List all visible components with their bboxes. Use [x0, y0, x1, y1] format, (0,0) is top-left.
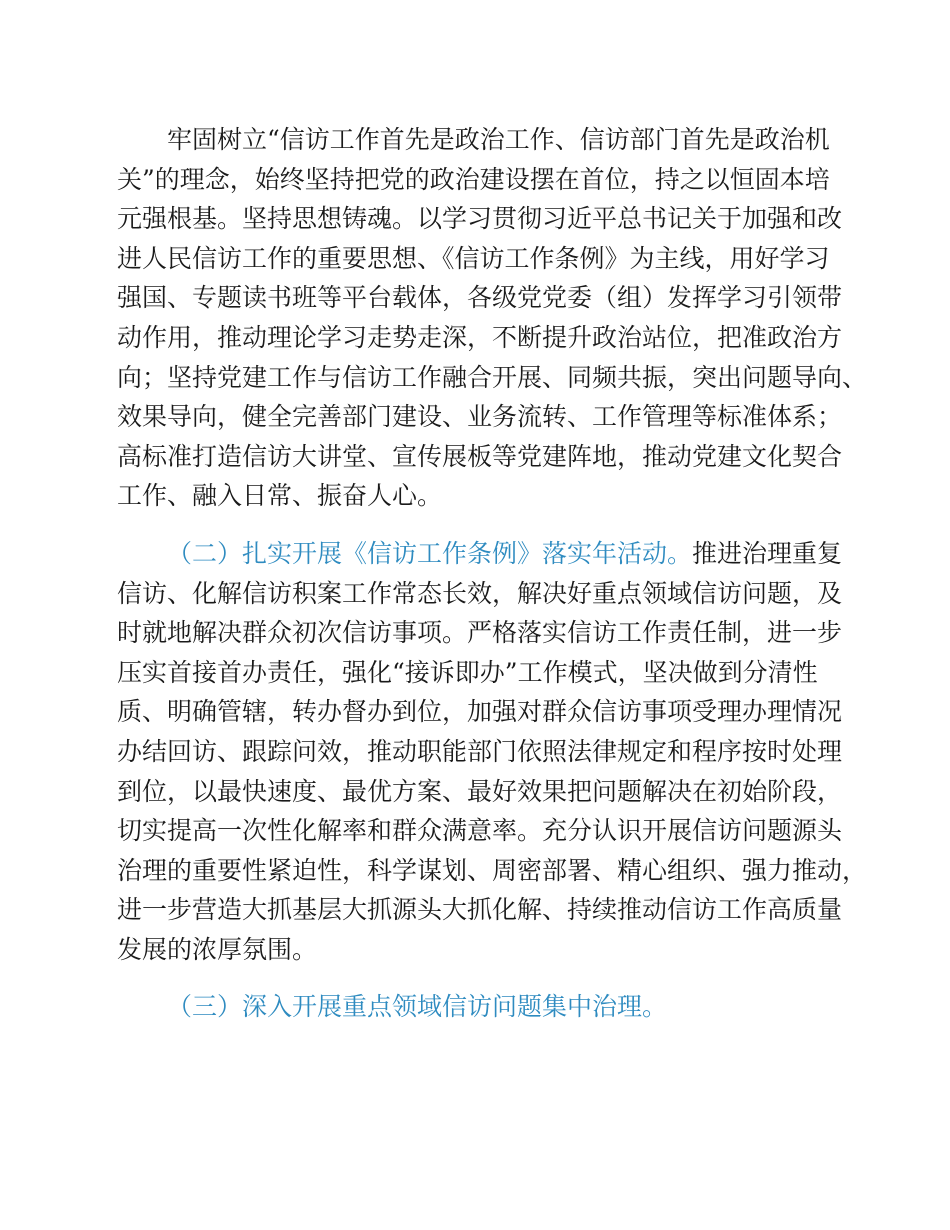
paragraph-line: 进一步营造大抓基层大抓源头大抓化解、持续推动信访工作高质量: [117, 895, 843, 925]
paragraph-line: 关”的理念，始终坚持把党的政治建设摆在首位，持之以恒固本培: [117, 164, 830, 194]
paragraph-spacer: [117, 516, 852, 534]
paragraph-line: 切实提高一次性化解率和群众满意率。充分认识开展信访问题源头: [117, 816, 843, 846]
paragraph-line: 高标准打造信访大讲堂、宣传展板等党建阵地，推动党建文化契合: [117, 441, 843, 471]
paragraph-line: 时就地解决群众初次信访事项。严格落实信访工作责任制，进一步: [117, 618, 843, 648]
paragraph-first-line: [117, 534, 852, 574]
paragraph-line: 进人民信访工作的重要思想、《信访工作条例》为主线，用好学习: [117, 243, 830, 273]
paragraph-line: 到位，以最快速度、最优方案、最好效果把问题解决在初始阶段，: [117, 776, 843, 806]
paragraph-line: 向；坚持党建工作与信访工作融合开展、同频共振，突出问题导向、: [117, 362, 868, 392]
paragraph-2: [117, 534, 868, 970]
paragraph-line: 压实首接首办责任，强化“接诉即办”工作模式，坚决做到分清性: [117, 657, 818, 687]
paragraph-line-rest: 推进治理重复: [692, 538, 843, 568]
paragraph-line: 信访、化解信访积案工作常态长效，解决好重点领域信访问题，及: [117, 578, 843, 608]
paragraph-line: 牢固树立“信访工作首先是政治工作、信访部门首先是政治机: [167, 125, 830, 154]
paragraph-line: 动作用，推动理论学习走势走深，不断提升政治站位，把准政治方: [117, 322, 843, 352]
paragraph-3: [117, 987, 852, 1027]
document-body: [117, 120, 868, 1027]
paragraph-line: 发展的浓厚氛围。: [117, 934, 318, 964]
paragraph-1: [117, 120, 868, 516]
paragraph-line: 治理的重要性紧迫性，科学谋划、周密部署、精心组织、强力推动，: [117, 855, 868, 885]
paragraph-line: 工作、融入日常、振奋人心。: [117, 481, 443, 511]
paragraph-spacer: [117, 969, 852, 987]
paragraph-line: 元强根基。坚持思想铸魂。以学习贯彻习近平总书记关于加强和改: [117, 204, 843, 234]
paragraph-line: 质、明确管辖，转办督办到位，加强对群众信访事项受理办理情况: [117, 697, 843, 727]
section-heading-2: （二）扎实开展《信访工作条例》落实年活动。: [167, 538, 693, 568]
section-heading-3: （三）深入开展重点领域信访问题集中治理。: [167, 992, 668, 1022]
paragraph-line: 办结回访、跟踪问效，推动职能部门依照法律规定和程序按时处理: [117, 736, 843, 766]
paragraph-line: 效果导向，健全完善部门建设、业务流转、工作管理等标准体系；: [117, 402, 843, 432]
paragraph-line: 强国、专题读书班等平台载体，各级党党委（组）发挥学习引领带: [117, 283, 843, 313]
